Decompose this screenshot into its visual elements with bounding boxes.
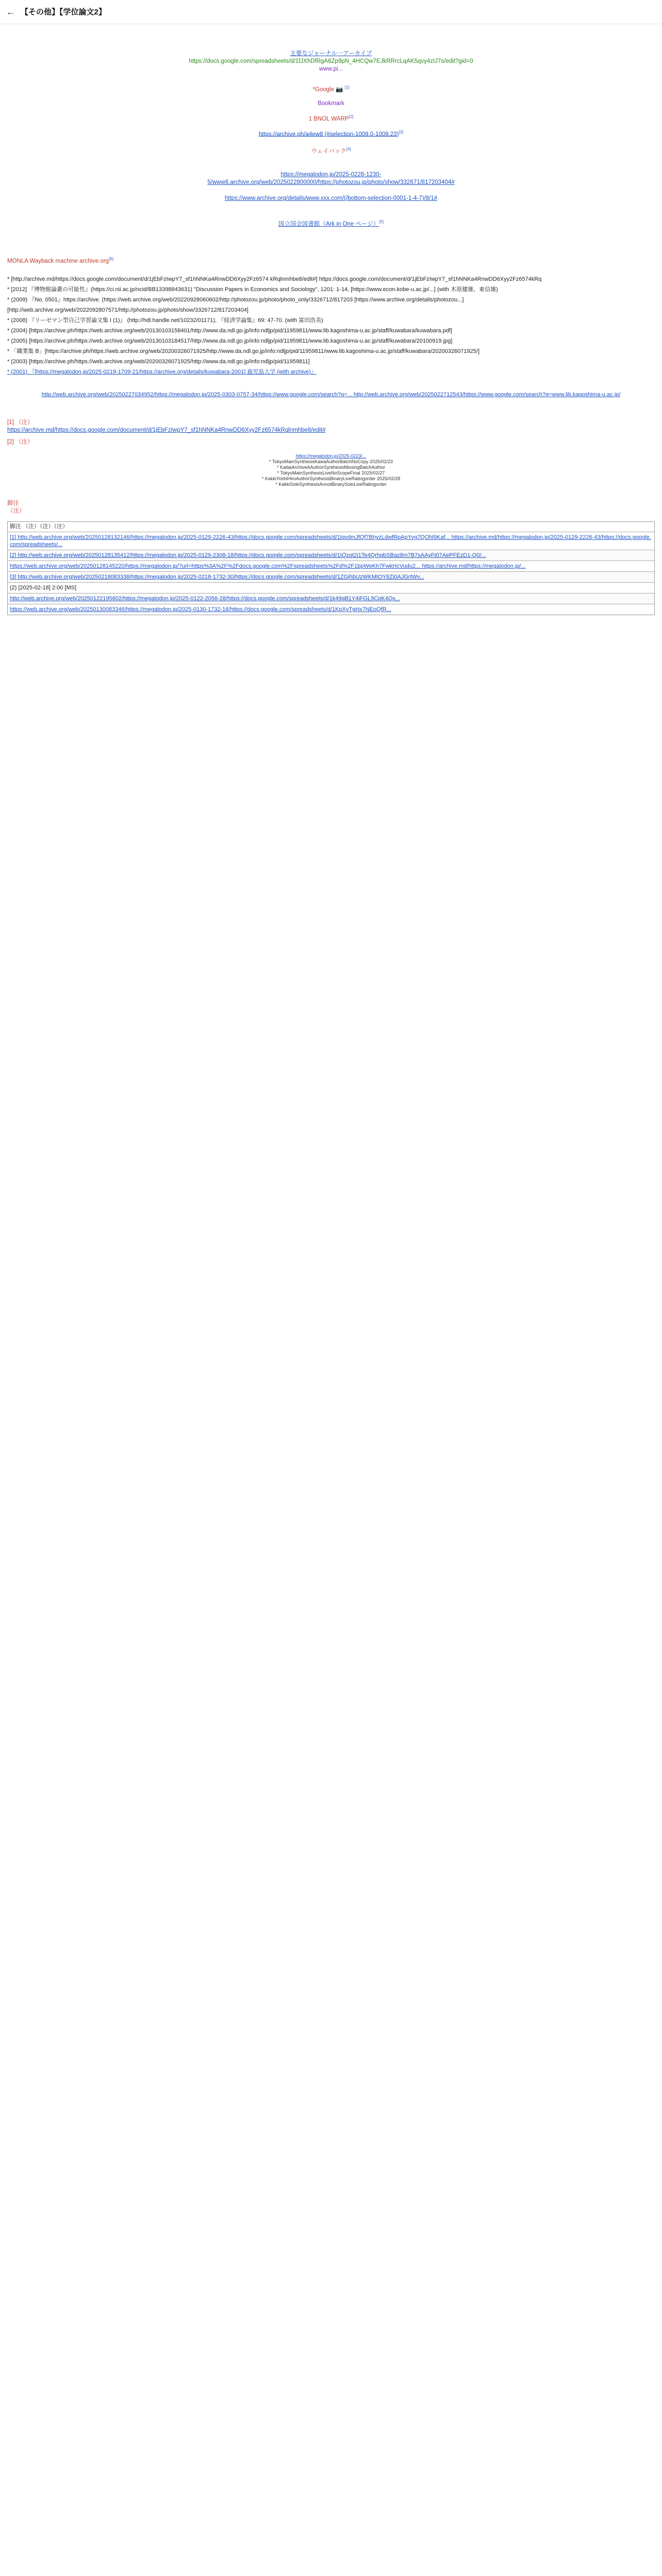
top-bar (0, 0, 662, 24)
ref-note-1: [1] （注） (7, 419, 34, 426)
table-row[interactable]: [1] http://web.archive.org/web/20250128132146/https://megalodon.jp/2025-0129-2226-43/https://docs.google.com/spreadsheets/d/1lqvdmJfQf7BhyzLdwfRpApYvg7QOhl9Kaf... https://archive.md/https://megalodon.jp/2025-0129-2226-43/https://docs.google.com/spreadsheets/... (8, 532, 654, 550)
ref-note-2: [2] （注） (7, 438, 34, 445)
back-arrow-icon[interactable]: ← (6, 6, 15, 17)
meta-list: https://megalodon.jp/2025-0223/... * TokyoMainSynthesisKawaAuthorBatchNoCopy 2025/02/23 * KaitaiArchiveAAuthorSynthesisMissingBatchAuthor * TokyoMainSynthesisLiveNoScopeFinal 2025/02/27 * KakkiYoshiHiroAuthorSynthesisBinaryLiveRatingorder 2025/02/28 * KakkiSoleSynthesisAnnotBinarySoloLiveRatingorder (261, 453, 401, 487)
archive-link-3[interactable]: www.pi... (319, 66, 343, 72)
archive-ph-link[interactable]: https://archive.ph/a4ew8 (#selection-1009.0-1009.23) (258, 131, 399, 138)
content (0, 24, 662, 615)
note-paragraph[interactable]: http://web.archive.org/web/20250227034952/https://megalodon.jp/2025-0303-0757-34/https://www.google.com/search?q=... http://web.archive.org/web/2025022712543/https://www.google.com/search?q=www.lib.kagoshima-u.ac.jp/ (41, 391, 621, 398)
bookmark-line[interactable]: Bookmark (318, 100, 344, 107)
table-row[interactable]: https://web.archive.org/web/20250130083346/https://megalodon.jp/2025-0130-1732-16/https://docs.google.com/spreadsheets/d/1KpXyTgHx7NEoQfR... (8, 604, 654, 615)
megalodon-link[interactable]: https://megalodon.jp/2025-0228-1230- (280, 172, 382, 178)
archive-org-link[interactable]: https://www.archive.org/details/www.xxx.com/(/bottom-selection-0001-1-4-7)/8/1# (224, 195, 438, 202)
page-title: 【その他】【学位論文2】 (21, 7, 106, 16)
ref-note-1-link[interactable]: https://archive.md/https://docs.google.com/document/d/1jEbFzIwpY7_sf1hNNKa4RnwDD6Xyy2Fz6574kRqlnmhbe8/edit# (7, 427, 326, 433)
ndl-ark-link[interactable]: 国立国会図書館（Ark in One ページ） (278, 221, 379, 228)
refs-heading: 脚注 (7, 500, 19, 506)
note-paragraph: * [2012] 『博物館論叢の可能性』(https://ci.nii.ac.jp/ncid/BB13398843631) "Discussion Papers in Economics and Sociology", 1201: 1-14, [https://www.econ.kobe-u.ac.jp/...] (with 木原健雄、東信雄) (7, 286, 498, 293)
archive-link-2[interactable]: https://docs.google.com/spreadsheets/d/1fJXhDfRgA6Zp9pN_4HCQw7EJkRRrcLqAK5qvy4zIJ7s/edit?gid=0 (189, 58, 473, 64)
note-paragraph: * (2008) 『リーゼマン型自己学習論文集 I (1)』 (http://hdl.handle.net/10232/01171), 『経済学論集』69: 47-70. (with 富田浩美) (7, 317, 323, 324)
wayback-line-2: MONLA Wayback machine archive.org[6] (7, 257, 113, 264)
note-paragraph: * (2005) [https://archive.ph/https://web.archive.org/web/20130103184517/http://www.da.ndl.go.jp/info:ndljp/pid/11959811/www.lib.kagoshima-u.ac.jp/staff/kuwabara/20100919.jpg] (7, 337, 453, 344)
table-row[interactable]: http://web.archive.org/web/20250122195602/https://megalodon.jp/2025-0122-2056-28/https://docs.google.com/spreadsheets/d/1k49qB1Y4iFGL9CpK4Qx... (8, 593, 654, 604)
note-paragraph: [http://web.archive.org/web/2022092807571/http://photozou.jp/photo/show/3326712/817203404] (7, 307, 249, 313)
wayback-line: ウェイバック (311, 148, 346, 155)
top-links: 主要なジャーナル一アーカイブ https://docs.google.com/spreadsheets/d/1fJXhDfRgA6Zp9pN_4HCQw7EJkRRrcLqAK5qvy4zIJ7s/edit?gid=0 www.pi... *Google 📷 [1] Bookmark 1 BNOL WARP[2] https://archive.ph/a4ew8 (#selection-1009.0-1009.23)[3] ウェイバック[4] https://megalodon.jp/2025-0228-1230- 5/www6.archive.org/web/2025022800000/https://photozou.jp/photo/show/332671/817203404# https://www.archive.org/details/www.xxx.com/(/bottom-selection-0001-1-4-7)/8/1# 国立国会図書館（Ark in One ページ）[5] (189, 50, 473, 228)
table-row[interactable]: [3] http://web.archive.org/web/20250218083338/https://megalodon.jp/2025-0218-1732-30/https://docs.google.com/spreadsheets/d/1ZGjhbUzWKMtOY8Zi0AJGrtWv... (8, 571, 654, 582)
reference-table (7, 521, 655, 615)
note-paragraph: * (2004) [https://archive.ph/https://web.archive.org/web/20130103158401/http://www.da.ndl.go.jp/info:ndljp/pid/11959811/www.lib.kagoshima-u.ac.jp/staff/kuwabara/kuwabara.pdf] (7, 327, 452, 334)
table-row[interactable]: [2] http://web.archive.org/web/20250128135412/https://megalodon.jp/2025-0129-2308-18/https://docs.google.com/spreadsheets/d/1IQzqt2i1Te4QrhqbSBaz8m7B7sAAyFt07AePFEzD1-Q0/... (8, 550, 654, 561)
note-paragraph: * (2009) 『No. 0501』https://archive. (https://web.archive.org/web/20220928060602/http://photozou.jp/photo/photo_only/3326712/817203 [https://www.archive.org/details/photozou...] (7, 296, 464, 303)
note-paragraph: * (2003) [https://archive.ph/https://web.archive.org/web/20200326071925/http://www.da.ndl.go.jp/info:ndljp/pid/11959811] (7, 358, 310, 365)
ref-note-3: （注） (7, 507, 25, 514)
note-paragraph[interactable]: * (2001) 『[https://megalodon.jp/2025-0219-1709-21/https://archive.org/details/kuwabara-2001] 鹿児島大学 (with archive)』 (7, 368, 317, 375)
body-notes (7, 276, 655, 398)
web-archive-link[interactable]: 5/www6.archive.org/web/2025022800000/https://photozou.jp/photo/show/332671/817203404# (207, 179, 455, 186)
archive-link-1[interactable]: 主要なジャーナル一アーカイブ (290, 50, 372, 57)
references (7, 419, 655, 446)
table-row: (2) [2025-02-18] 2:00 [MS] (8, 582, 654, 593)
table-row[interactable]: https://web.archive.org/web/20250128145220/https://megalodon.jp/?url=https%3A%2F%2Fdocs.google.com%2Fspreadsheets%2Fd%2F1bpWeKh7FwkHcVudu2... https://archive.md/https://megalodon.jp/... (8, 561, 654, 571)
note-paragraph: * 「職業集 B」[https://archive.ph/https://web.archive.org/web/20200326071925/http://www.da.ndl.go.jp/info:ndljp/pid/11959811/www.lib.kagoshima-u.ac.jp/staff/kuwabara/20200326071925/] (7, 348, 480, 354)
note-paragraph: * [http://archive.md/https://docs.google.com/document/d/1jEbFzIwpY7_sf1hNNKa4RnwDD6Xyy2Fz6574 kRqlnmhbe8/edit#] https://docs.google.com/document/d/1jEbFzIwpY7_sf1hNNKa4RnwDD6Xyy2Fz6574kRq (7, 276, 542, 282)
bnol-line: 1 BNOL WARP (308, 115, 349, 122)
table-head: 脚注 （注）（注）（注） (10, 523, 69, 530)
google-line: *Google 📷 (312, 86, 345, 93)
